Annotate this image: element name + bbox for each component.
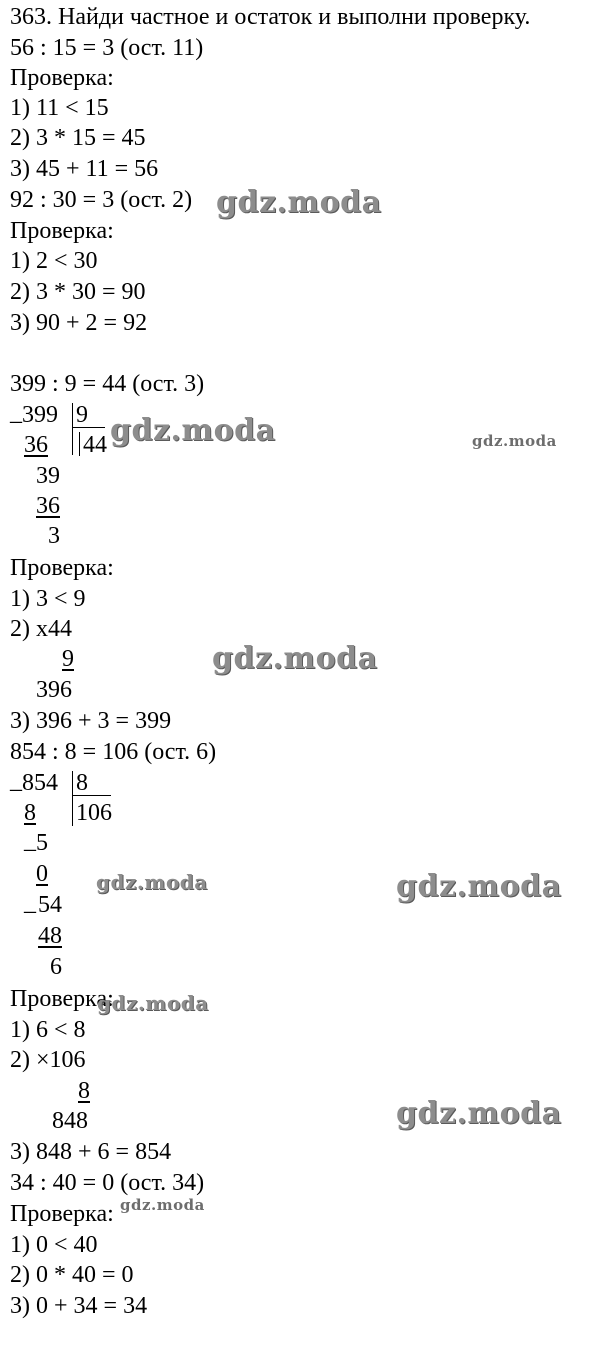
check-label-2: Проверка: bbox=[10, 218, 114, 244]
check-label-5: Проверка: bbox=[10, 1201, 114, 1227]
check-5-step-2: 2) 0 * 40 = 0 bbox=[10, 1262, 134, 1288]
division-3-step-3: 36 bbox=[36, 493, 60, 519]
division-3-minus: _ bbox=[10, 400, 22, 426]
check-3-step-1: 1) 3 < 9 bbox=[10, 586, 86, 612]
check-2-step-3: 3) 90 + 2 = 92 bbox=[10, 310, 148, 336]
watermark-4: gdz.moda bbox=[212, 641, 378, 676]
check-5-step-3: 3) 0 + 34 = 34 bbox=[10, 1293, 148, 1319]
watermark-8: gdz.moda bbox=[396, 1096, 562, 1131]
watermark-7: gdz.moda bbox=[97, 991, 209, 1015]
division-3-quotient: 44 bbox=[83, 432, 107, 458]
equation-3: 399 : 9 = 44 (ост. 3) bbox=[10, 371, 205, 397]
check-1-step-3: 3) 45 + 11 = 56 bbox=[10, 156, 159, 182]
division-4-step-3: 0 bbox=[36, 861, 48, 887]
equation-4: 854 : 8 = 106 (ост. 6) bbox=[10, 739, 217, 765]
division-4-minus-2: _ bbox=[24, 828, 36, 854]
check-4-step-2: 2) ×106 bbox=[10, 1047, 86, 1073]
check-2-step-1: 1) 2 < 30 bbox=[10, 248, 98, 274]
watermark-5: gdz.moda bbox=[96, 870, 208, 894]
division-4-horizontal-line bbox=[73, 795, 111, 796]
check-label-3: Проверка: bbox=[10, 555, 114, 581]
watermark-6: gdz.moda bbox=[396, 869, 562, 904]
division-4-dividend: 854 bbox=[22, 770, 58, 796]
check-4-product: 848 bbox=[52, 1108, 88, 1134]
division-3-step-1: 36 bbox=[24, 432, 48, 458]
check-4-step-1: 1) 6 < 8 bbox=[10, 1017, 86, 1043]
watermark-2: gdz.moda bbox=[110, 413, 276, 448]
equation-2: 92 : 30 = 3 (ост. 2) bbox=[10, 187, 193, 213]
equation-5: 34 : 40 = 0 (ост. 34) bbox=[10, 1170, 205, 1196]
division-4-minus-3: _ bbox=[24, 890, 36, 916]
watermark-3: gdz.moda bbox=[472, 432, 557, 450]
watermark-1: gdz.moda bbox=[216, 185, 382, 220]
division-3-vertical-line bbox=[72, 403, 73, 455]
division-4-remainder: 6 bbox=[50, 954, 62, 980]
division-4-minus: _ bbox=[10, 768, 22, 794]
check-label-4: Проверка: bbox=[10, 986, 114, 1012]
check-label-1: Проверка: bbox=[10, 65, 114, 91]
division-3-step-2: 39 bbox=[36, 463, 60, 489]
check-4-step-3: 3) 848 + 6 = 854 bbox=[10, 1139, 172, 1165]
division-4-vertical-line bbox=[72, 771, 73, 826]
division-3-remainder: 3 bbox=[48, 523, 60, 549]
division-3-divisor: 9 bbox=[76, 402, 88, 428]
division-3-dividend: 399 bbox=[22, 402, 58, 428]
equation-1: 56 : 15 = 3 (ост. 11) bbox=[10, 35, 204, 61]
check-2-step-2: 2) 3 * 30 = 90 bbox=[10, 279, 146, 305]
division-4-divisor: 8 bbox=[76, 770, 88, 796]
watermark-9: gdz.moda bbox=[120, 1196, 205, 1214]
check-3-step-2: 2) x44 bbox=[10, 616, 72, 642]
division-4-step-1: 8 bbox=[24, 800, 36, 826]
check-3-product: 396 bbox=[36, 677, 72, 703]
check-3-step-3: 3) 396 + 3 = 399 bbox=[10, 708, 172, 734]
check-3-multiplier: 9 bbox=[62, 646, 74, 672]
division-4-step-5: 48 bbox=[38, 923, 62, 949]
division-4-step-2: 5 bbox=[36, 830, 48, 856]
check-1-step-1: 1) 11 < 15 bbox=[10, 95, 109, 121]
division-3-quotient-bar bbox=[79, 432, 80, 456]
check-1-step-2: 2) 3 * 15 = 45 bbox=[10, 125, 146, 151]
division-4-step-4: 54 bbox=[38, 892, 62, 918]
division-3-horizontal-line bbox=[73, 427, 105, 428]
exercise-title: 363. Найди частное и остаток и выполни проверку. bbox=[10, 4, 531, 30]
division-4-quotient: 106 bbox=[76, 800, 112, 826]
check-4-multiplier: 8 bbox=[78, 1078, 90, 1104]
check-5-step-1: 1) 0 < 40 bbox=[10, 1232, 98, 1258]
